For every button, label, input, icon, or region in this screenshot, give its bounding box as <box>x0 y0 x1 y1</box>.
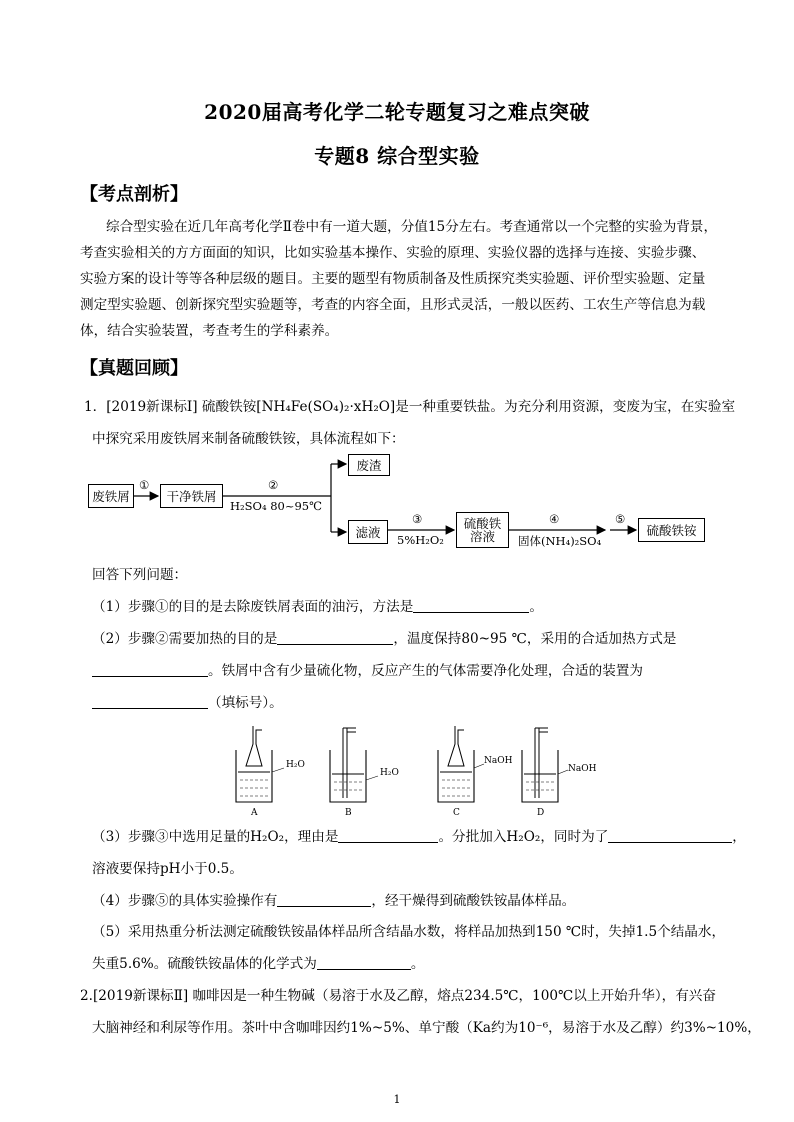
reagent-step4: 固体(NH₄)₂SO₄ <box>518 534 602 548</box>
box-filtrate: 滤液 <box>348 520 388 544</box>
box-residue: 废渣 <box>348 454 390 476</box>
analysis-heading: 【考点剖析】 <box>80 184 188 205</box>
q2-line-1: 2.[2019新课标Ⅱ] 咖啡因是一种生物碱（易溶于水及乙醇，熔点234.5℃，100℃以上开始升华），有兴奋 <box>80 988 716 1004</box>
step3-label: ③ <box>412 512 423 526</box>
apparatus-a-liquid: H₂O <box>286 760 305 770</box>
q1-sub4-text-a: （4）步骤⑤的具体实验操作有 <box>92 893 278 909</box>
step1-label: ① <box>139 478 150 492</box>
q1-sub3-text-a: （3）步骤③中选用足量的H₂O₂，理由是 <box>92 829 339 845</box>
box-product: 硫酸铁铵 <box>638 518 705 542</box>
q1-sub2-text-c: 。铁屑中含有少量硫化物，反应产生的气体需要净化处理，合适的装置为 <box>208 663 643 679</box>
q1-sub1-text: （1）步骤①的目的是去除废铁屑表面的油污，方法是 <box>92 599 414 615</box>
apparatus-d-liquid: NaOH <box>568 764 597 774</box>
document-title: 2020届高考化学二轮专题复习之难点突破 <box>204 100 590 124</box>
review-heading: 【真题回顾】 <box>80 358 188 379</box>
analysis-line-2: 考查实验相关的方方面面的知识，比如实验基本操作、实验的原理、实验仪器的选择与连接、实验步骤、 <box>80 245 706 261</box>
q1-sub4 <box>92 889 575 909</box>
q1-sub3-line2: 溶液要保持pH小于0.5。 <box>92 861 243 877</box>
box-solution-line-2: 溶液 <box>469 529 495 544</box>
q1-sub2-text-a: （2）步骤②需要加热的目的是 <box>92 631 278 647</box>
apparatus-c <box>438 726 484 802</box>
answer-blank[interactable] <box>338 828 438 843</box>
analysis-line-4: 测定型实验题、创新探究型实验题等，考查的内容全面，且形式灵活，一般以医药、工农生产等信息为载 <box>80 297 706 313</box>
q1-sub3-line1 <box>92 825 746 845</box>
reagent-step3: 5%H₂O₂ <box>397 533 444 547</box>
step5-label: ⑤ <box>615 512 626 526</box>
answer-blank[interactable] <box>317 955 411 970</box>
q2-line-2: 大脑神经和利尿等作用。茶叶中含咖啡因约1%~5%、单宁酸（Ka约为10⁻⁶，易溶于水及乙醇）约3%~10%， <box>92 1020 761 1036</box>
analysis-line-5: 体，结合实验装置，考查考生的学科素养。 <box>80 323 339 339</box>
q1-sub1-end: 。 <box>529 599 543 615</box>
q1-answer-prompt: 回答下列问题： <box>92 567 188 583</box>
analysis-line-1: 综合型实验在近几年高考化学Ⅱ卷中有一道大题，分值15分左右。考查通常以一个完整的实验为背景， <box>106 219 718 235</box>
answer-blank[interactable] <box>608 828 732 843</box>
q1-sub2-text-b: ，温度保持80~95 ℃，采用的合适加热方式是 <box>393 631 677 647</box>
q1-sub5-text-b: 失重5.6%。硫酸铁铵晶体的化学式为 <box>92 956 317 972</box>
apparatus-b <box>330 728 378 802</box>
topic-title: 专题8 综合型实验 <box>314 144 480 168</box>
apparatus-d-label: D <box>537 808 545 818</box>
q1-sub5-line2 <box>92 952 424 972</box>
apparatus-a <box>236 726 284 802</box>
apparatus-b-liquid: H₂O <box>380 768 399 778</box>
apparatus-b-label: B <box>345 808 352 818</box>
q1-intro-line-2: 中探究采用废铁屑来制备硫酸铁铵，具体流程如下： <box>92 431 405 447</box>
step4-label: ④ <box>549 512 560 526</box>
analysis-line-3: 实验方案的设计等等各种层级的题目。主要的题型有物质制备及性质探究类实验题、评价型实验题、定量 <box>80 271 706 287</box>
box-clean-iron: 干净铁屑 <box>160 484 223 508</box>
q1-sub4-text-b: ，经干燥得到硫酸铁铵晶体样品。 <box>371 893 576 909</box>
q1-sub3-text-c: ， <box>732 829 746 845</box>
box-solution-line-1: 硫酸铁 <box>463 516 502 531</box>
box-iron-scrap: 废铁屑 <box>88 484 134 508</box>
apparatus-c-label: C <box>453 808 460 818</box>
apparatus-c-liquid: NaOH <box>484 756 513 766</box>
step2-label: ② <box>268 478 279 492</box>
q1-sub2-text-d: （填标号）。 <box>208 695 283 711</box>
apparatus-d <box>522 728 568 802</box>
q1-sub5-text-c: 。 <box>410 956 425 972</box>
q1-sub3-text-b: 。分批加入H₂O₂，同时为了 <box>438 829 609 845</box>
reagent-step2: H₂SO₄ 80~95℃ <box>230 499 322 513</box>
apparatus-a-label: A <box>251 808 258 818</box>
q1-intro-line-1: 1．[2019新课标Ⅰ] 硫酸铁铵[NH₄Fe(SO₄)₂·xH₂O]是一种重要铁盐。为充分利用资源，变废为宝，在实验室 <box>84 399 736 415</box>
q1-sub5-line1: （5）采用热重分析法测定硫酸铁铵晶体样品所含结晶水数，将样品加热到150 ℃时，失掉1.5个结晶水， <box>92 924 726 940</box>
answer-blank[interactable] <box>277 892 371 907</box>
page-number: 1 <box>393 1093 401 1106</box>
